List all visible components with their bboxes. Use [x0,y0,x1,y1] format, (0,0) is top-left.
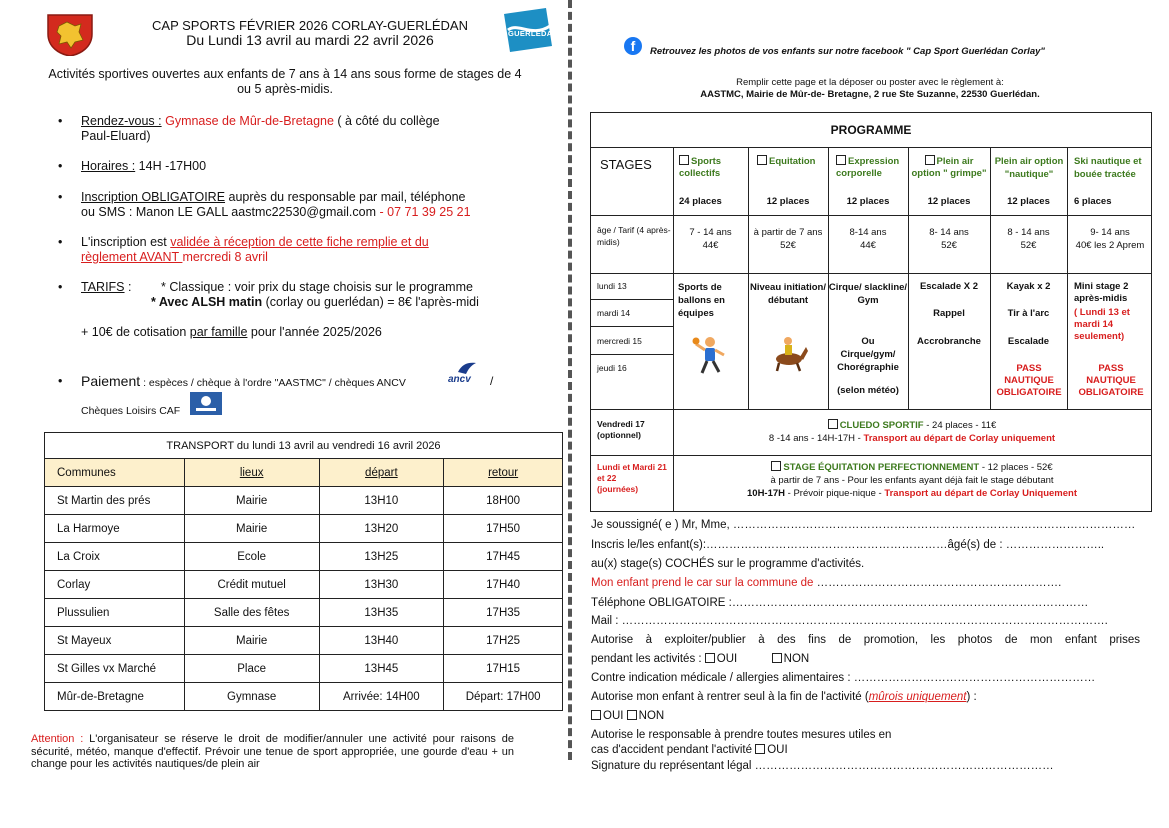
retour-cell: 17H40 [444,571,563,599]
form-signature[interactable]: Signature du représentant légal …………………………………………………………………… [591,760,1054,772]
activity-nautique: Kayak x 2 [1006,281,1051,292]
lieu-cell: Place [184,655,319,683]
go-home-non-label: NON [638,710,665,722]
form-bus-label: Mon enfant prend le car sur la commune de [591,577,817,589]
form-photo-choice [591,652,809,666]
grid-line [748,147,749,409]
depart-cell: 13H25 [319,543,444,571]
expression-weather-note: (selon météo) [837,385,899,396]
grid-line [591,409,1151,410]
lieu-cell: Mairie [184,515,319,543]
cluedo-info: - 24 places - 11€ [923,420,997,431]
table-row [45,543,563,571]
age-tarif-nautique [990,226,1067,252]
intro-text: Activités sportives ouvertes aux enfants de 7 ans à 14 ans sous forme de stages de 4 ou 5 après-midis. [48,67,522,96]
bullet-dot: • [58,374,63,388]
payment-methods: : espèces / chèque à l'ordre "AASTMC" / chèques ANCV [140,377,406,389]
stage-name: Expression corporelle [836,156,900,179]
corlay-crest-logo [45,12,95,56]
col-header-lieux: lieux [184,459,319,487]
facebook-text: Retrouvez les photos de vos enfants sur notre facebook " Cap Sport Guerlédan Corlay" [650,46,1045,57]
caf-logo [190,392,222,415]
retour-cell: 18H00 [444,487,563,515]
commune-cell: Corlay [45,571,185,599]
caf-logo-icon [190,392,222,415]
bullet-inscription [58,190,538,222]
checkbox[interactable] [757,155,767,165]
bullet-validity [58,235,538,267]
depart-cell: 13H45 [319,655,444,683]
lieu-cell: Salle des fêtes [184,599,319,627]
form-bus-commune[interactable] [591,576,1061,590]
retour-cell: 17H50 [444,515,563,543]
cotisation-prefix: + 10€ de cotisation [81,325,190,339]
validity-deadline: mercredi 8 avril [182,250,268,264]
depart-cell: 13H20 [319,515,444,543]
activity-equitation: Niveau initiation/ débutant [749,282,826,306]
photo-oui-label: OUI [716,653,738,665]
equitation-perf-dates: Lundi et Mardi 21 et 22 [597,462,667,483]
attention-note [31,733,514,771]
bullet-horaires [58,159,538,175]
activity-grimpe: Escalade X 2 [919,281,979,292]
checkbox[interactable] [836,155,846,165]
form-photo-consent: Autorise à exploiter/publier à des fins de promotion, les photos de mon enfant prises [591,634,1140,646]
photo-oui-checkbox[interactable] [705,653,715,663]
day-label: lundi 13 [597,281,627,291]
col-header-retour: retour [444,459,563,487]
inscription-label: Inscription OBLIGATOIRE [81,190,226,204]
tarif-alsh-price: (corlay ou guerlédan) = 8€ l'après-midi [262,295,479,309]
activity-expression: Cirque/ slackline/ Gym [828,282,908,306]
form-stages-checked: au(x) stage(s) COCHÉS sur le programme d'activités. [591,558,865,570]
mailing-address: AASTMC, Mairie de Mûr-de- Bretagne, 2 rue Ste Suzanne, 22530 Guerlédan. [700,89,1040,100]
rdv-place: Gymnase de Mûr-de-Bretagne [165,114,334,128]
price-value: 40€ les 2 Aprem [1075,240,1145,251]
emergency-oui-checkbox[interactable] [755,744,765,754]
bullet-dot: • [58,159,63,173]
title-dates: Du Lundi 13 avril au mardi 22 avril 2026 [186,32,434,48]
age-tarif-grimpe [908,226,990,252]
table-row [45,515,563,543]
inscription-phone: - 07 71 39 25 21 [376,205,471,219]
commune-cell: Mûr-de-Bretagne [45,683,185,711]
age-tarif-label: âge / Tarif (4 après-midis) [597,225,671,247]
equitation-perf-hours: 10H-17H [747,488,786,499]
ancv-logo-text: ancv [448,374,471,385]
bullet-rendezvous [58,114,538,148]
retour-cell: Départ: 17H00 [444,683,563,711]
commune-cell: St Gilles vx Marché [45,655,185,683]
day-label: mardi 14 [597,308,631,318]
cluedo-transport: Transport au départ de Corlay uniquement [863,433,1056,444]
form-phone[interactable]: Téléphone OBLIGATOIRE :………………………………………………………………………………… [591,597,1089,609]
age-value: 8-14 ans [849,227,887,238]
rdv-label: Rendez-vous : [81,114,162,128]
expression-or: Ou [861,336,875,347]
guerledan-logo-text: GUERLEDAN [508,29,559,38]
transport-header-row [45,459,563,487]
age-value: 8 - 14 ans [1007,227,1050,238]
payment-cheques-caf: Chèques Loisirs CAF [81,405,181,417]
cotisation-per-family: par famille [189,325,248,339]
tarif-classique: * Classique : voir prix du stage choisis sur le programme [161,280,473,294]
lieu-cell: Mairie [184,627,319,655]
expression-alt-activity: Cirque/gym/ Chorégraphie [837,349,899,373]
go-home-oui-label: OUI [603,710,624,722]
emergency-oui-label: OUI [767,744,788,756]
validity-condition: validée à réception de cette fiche remplie et du [170,235,429,249]
stage-places: 12 places [766,196,810,207]
equitation-perf-transport: Transport au départ de Corlay Uniquement [884,488,1077,499]
equitation-perf-stage[interactable] [673,461,1151,500]
form-bus-field[interactable]: ………………………………………………………. [816,577,1062,589]
stage-places: 12 places [927,196,971,207]
bullet-dot: • [58,280,63,294]
grid-line [1067,147,1068,409]
commune-cell: Plussulien [45,599,185,627]
bullet-dot: • [58,235,63,249]
stage-header-sports[interactable] [679,155,745,180]
go-home-condition: mûrois uniquement [868,691,967,703]
hours-value: 14H -17H00 [135,159,207,173]
commune-cell: St Mayeux [45,627,185,655]
validity-deadline-label: règlement AVANT [81,250,183,264]
cotisation-suffix: pour l'année 2025/2026 [247,325,382,339]
form-go-home-choice [591,709,664,723]
stage-header-grimpe[interactable] [911,155,987,180]
depart-cell: 13H40 [319,627,444,655]
grid-line [591,326,673,327]
activity-grimpe-2: Rappel [933,308,965,319]
go-home-oui-checkbox[interactable] [591,710,601,720]
equitation-perf-info: - 12 places - 52€ [979,462,1053,473]
activity-nautique-2: Tir à l'arc [1007,308,1050,319]
lieu-cell: Ecole [184,543,319,571]
cluedo-details: 8 -14 ans - 14H-17H - [768,433,864,444]
attention-text: L'organisateur se réserve le droit de modifier/annuler une activité pour raisons de sécurité, météo, manque d'effectif. Prévoir une tenue de sport appropriée, une gourde d'eau + un change pour les activités nautiques/de plein air [31,733,514,770]
price-value: 52€ [1020,240,1037,251]
friday-date: Vendredi 17 [597,419,645,429]
activity-grimpe-3: Accrobranche [917,336,981,347]
stage-places: 12 places [1007,196,1050,207]
form-go-home-alone [591,690,977,704]
equitation-perf-days: (journées) [597,484,639,494]
day-label: jeudi 16 [597,363,627,373]
activity-ski: Mini stage 2 après-midis [1074,281,1129,304]
pass-nautique-note: PASS NAUTIQUE OBLIGATOIRE [1078,363,1144,398]
stage-places: 24 places [679,196,722,207]
form-medical[interactable]: Contre indication médicale / allergies alimentaires : ……………………………………………………… [591,672,1096,684]
table-row [45,627,563,655]
price-value: 44€ [702,240,719,251]
ski-dates-note: ( Lundi 13 et mardi 14 seulement) [1074,307,1130,342]
age-value: 9- 14 ans [1090,227,1130,238]
table-row [45,487,563,515]
guerledan-logo [502,8,559,52]
attention-label: Attention : [31,733,84,745]
commune-cell: La Croix [45,543,185,571]
table-row [45,655,563,683]
equitation-perf-label [597,462,669,495]
mailing-instructions [590,77,1150,101]
facebook-icon[interactable]: f [624,37,642,55]
day-label: mercredi 15 [597,336,642,346]
bullet-tarifs [58,280,538,314]
cluedo-name: CLUEDO SPORTIF [839,420,924,431]
emergency-label: cas d'accident pendant l'activité [591,744,756,756]
depart-cell: 13H10 [319,487,444,515]
table-row [45,571,563,599]
checkbox[interactable] [828,419,838,429]
col-header-depart: départ [319,459,444,487]
age-value: 8- 14 ans [929,227,969,238]
age-value: à partir de 7 ans [753,227,823,238]
rdv-note: ( à côté du collège [333,114,440,128]
stage-header-expression[interactable] [836,155,908,180]
stage-name: Plein air option " grimpe" [911,156,987,179]
form-emergency-choice [591,743,788,757]
grid-line [990,147,991,409]
stages-label: STAGES [600,157,652,172]
grid-line [591,299,673,300]
price-value: 52€ [941,240,957,251]
tarifs-colon: : [124,280,132,294]
equitation-perf-condition: à partir de 7 ans - Pour les enfants ayant déjà fait le stage débutant [770,475,1054,486]
activity-nautique-3: Escalade [1007,336,1050,347]
checkbox[interactable] [679,155,689,165]
payment-label: Paiement [81,373,141,389]
lieu-cell: Mairie [184,487,319,515]
tarif-alsh-label: * Avec ALSH matin [151,295,263,309]
programme-table [590,112,1152,512]
retour-cell: 17H35 [444,599,563,627]
grid-line [908,147,909,409]
stage-header-nautique[interactable]: Plein air option "nautique" [994,156,1064,180]
go-home-non-checkbox[interactable] [627,710,637,720]
stage-name: Sports collectifs [679,156,722,179]
grid-line [591,354,673,355]
form-parent-name[interactable]: Je soussigné( e ) Mr, Mme, …………………………………………………………………………………………… [591,519,1136,531]
depart-cell: Arrivée: 14H00 [319,683,444,711]
lieu-cell: Gymnase [184,683,319,711]
go-home-label: Autorise mon enfant à rentrer seul à la fin de l'activité ( [591,691,869,703]
title-line1: CAP SPORTS FÉVRIER 2026 CORLAY-GUERLÉDAN [152,18,468,33]
horse-rider-icon [769,333,809,373]
grid-line [591,455,1151,456]
page-title [110,18,510,48]
validity-prefix: L'inscription est [81,235,171,249]
bullet-dot: • [58,190,63,204]
retour-cell: 17H45 [444,543,563,571]
stage-name: Equitation [769,156,816,167]
equitation-perf-name: STAGE ÉQUITATION PERFECTIONNEMENT [783,462,980,473]
commune-cell: La Harmoye [45,515,185,543]
age-value: 7 - 14 ans [689,227,732,238]
pass-nautique-note: PASS NAUTIQUE OBLIGATOIRE [996,363,1062,398]
form-children-names[interactable]: Inscris le/les enfant(s):………………………………………………………âgé(s) de : …………………….. [591,539,1105,551]
tarifs-label: TARIFS [81,280,125,294]
depart-cell: 13H30 [319,571,444,599]
col-header-communes: Communes [45,459,185,487]
age-tarif-expression [828,226,908,252]
page-divider [568,0,572,760]
transport-caption: TRANSPORT du lundi 13 avril au vendredi 16 avril 2026 [45,433,563,459]
inscription-text: auprès du responsable par mail, téléphone [225,190,466,204]
stage-header-ski[interactable]: Ski nautique et bouée tractée [1074,156,1142,180]
mailing-line1: Remplir cette page et la déposer ou poster avec le règlement à: [736,77,1004,88]
cluedo-stage[interactable] [673,419,1151,445]
table-row [45,599,563,627]
retour-cell: 17H15 [444,655,563,683]
activity-expression-alt [828,335,908,397]
lieu-cell: Crédit mutuel [184,571,319,599]
age-tarif-equitation [751,226,825,252]
retour-cell: 17H25 [444,627,563,655]
photo-non-label: NON [783,653,810,665]
programme-title: PROGRAMME [830,123,912,137]
age-tarif-ski [1069,226,1151,252]
form-mail[interactable]: Mail : ………………………………………………………………………………………………………………. [591,615,1108,627]
hours-label: Horaires : [81,159,136,173]
handball-player-icon [691,335,729,375]
stage-header-equitation[interactable] [757,155,827,168]
activity-sports: Sports de ballons en équipes [678,282,725,319]
equitation-perf-picnic: - Prévoir pique-nique - [785,488,885,499]
transport-table [44,432,563,711]
form-emergency-consent: Autorise le responsable à prendre toutes mesures utiles en [591,729,892,741]
depart-cell: 13H35 [319,599,444,627]
inscription-contact: ou SMS : Manon LE GALL aastmc22530@gmail.com [81,205,377,219]
bullet-dot: • [58,114,63,128]
checkbox[interactable] [771,461,781,471]
table-row [45,683,563,711]
checkbox[interactable] [925,155,935,165]
price-value: 44€ [860,240,876,251]
ancv-logo [448,360,490,386]
rdv-note2: Paul-Eluard) [81,129,151,143]
grid-line [673,147,674,511]
form-photo-label: pendant les activités : [591,653,705,665]
go-home-suffix: ) : [966,691,977,703]
commune-cell: St Martin des prés [45,487,185,515]
age-tarif-sports [673,226,748,252]
stage-places: 12 places [846,196,890,207]
friday-optional: (optionnel) [597,430,641,440]
price-value: 52€ [780,240,796,251]
photo-non-checkbox[interactable] [772,653,782,663]
friday-label [597,419,645,441]
payment-slash: / [490,374,494,388]
stage-places: 6 places [1074,196,1112,207]
cotisation-line [81,325,382,340]
